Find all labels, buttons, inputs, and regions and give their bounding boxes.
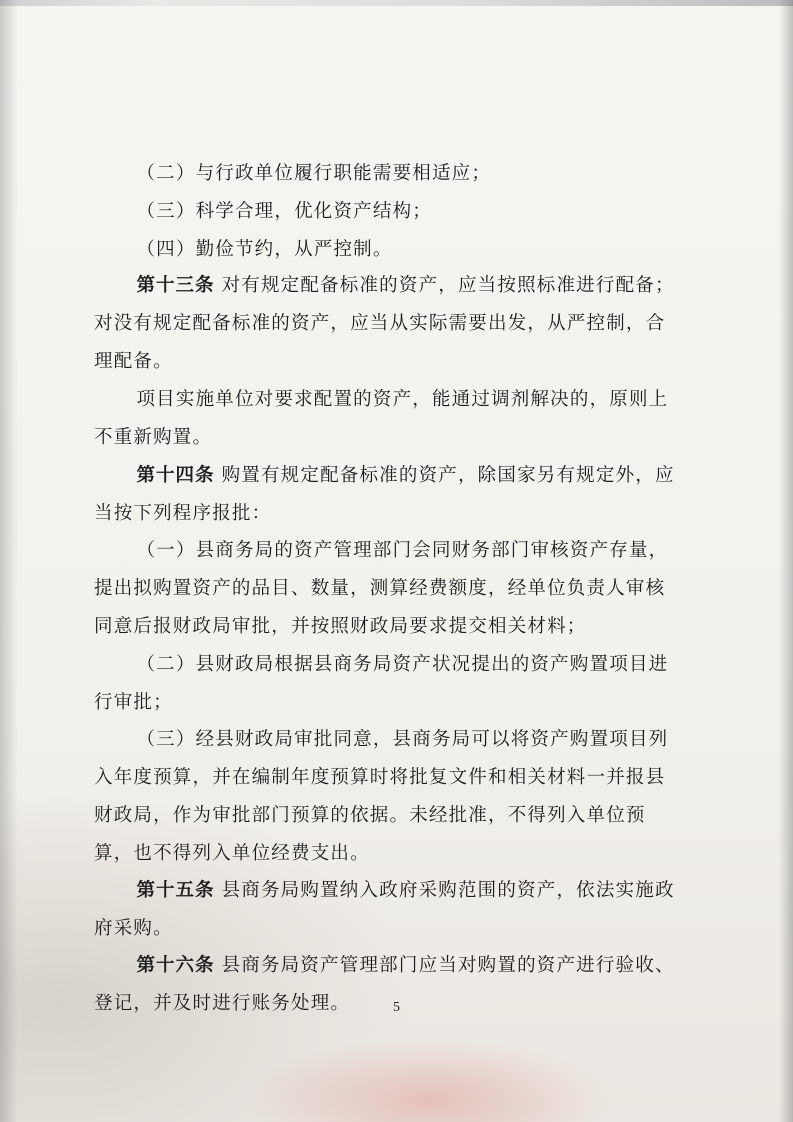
article-text: 购置有规定配备标准的资产，除国家另有规定外，应当按下列程序报批： (94, 465, 675, 524)
paragraph-text: （二）县财政局根据县商务局资产状况提出的资产购置项目进行审批； (94, 654, 669, 713)
page-right-shadow (779, 0, 793, 1122)
page-number: 5 (393, 1000, 400, 1015)
article-heading: 第十六条 (136, 955, 215, 976)
article-16 (94, 909, 684, 1061)
article-heading: 第十五条 (136, 880, 215, 901)
paragraph-text: （二）与行政单位履行职能需要相适应； (136, 163, 492, 184)
paragraph-text: （三）经县财政局审批同意，县商务局可以将资产购置项目列入年度预算，并在编制年度预算时将批复文件和相关材料一并报县财政局，作为审批部门预算的依据。未经批准，不得列入单位预算，也不得列入单位经费支出。 (94, 729, 669, 864)
page-top-edge (0, 0, 793, 6)
article-heading: 第十四条 (136, 465, 215, 486)
paragraph-text: （三）科学合理，优化资产结构； (136, 201, 432, 222)
article-heading: 第十三条 (136, 275, 215, 296)
article-text: 对有规定配备标准的资产，应当按照标准进行配备；对没有规定配备标准的资产，应当从实际需要出发，从严控制，合理配备。 (94, 275, 675, 372)
article-text: 县商务局购置纳入政府采购范围的资产，依法实施政府采购。 (94, 880, 675, 939)
paragraph-text: 项目实施单位对要求配置的资产，能通过调剂解决的，原则上不重新购置。 (94, 389, 669, 448)
article-text: 县商务局资产管理部门应当对购置的资产进行验收、登记，并及时进行账务处理。 (94, 955, 675, 1014)
paragraph-text: （一）县商务局的资产管理部门会同财务部门审核资产存量，提出拟购置资产的品目、数量，测算经费额度，经单位负责人审核同意后报财政局审批，并按照财政局要求提交相关材料； (94, 540, 669, 637)
paragraph-text: （四）勤俭节约，从严控制。 (136, 239, 393, 260)
page-left-shadow (0, 0, 18, 1122)
